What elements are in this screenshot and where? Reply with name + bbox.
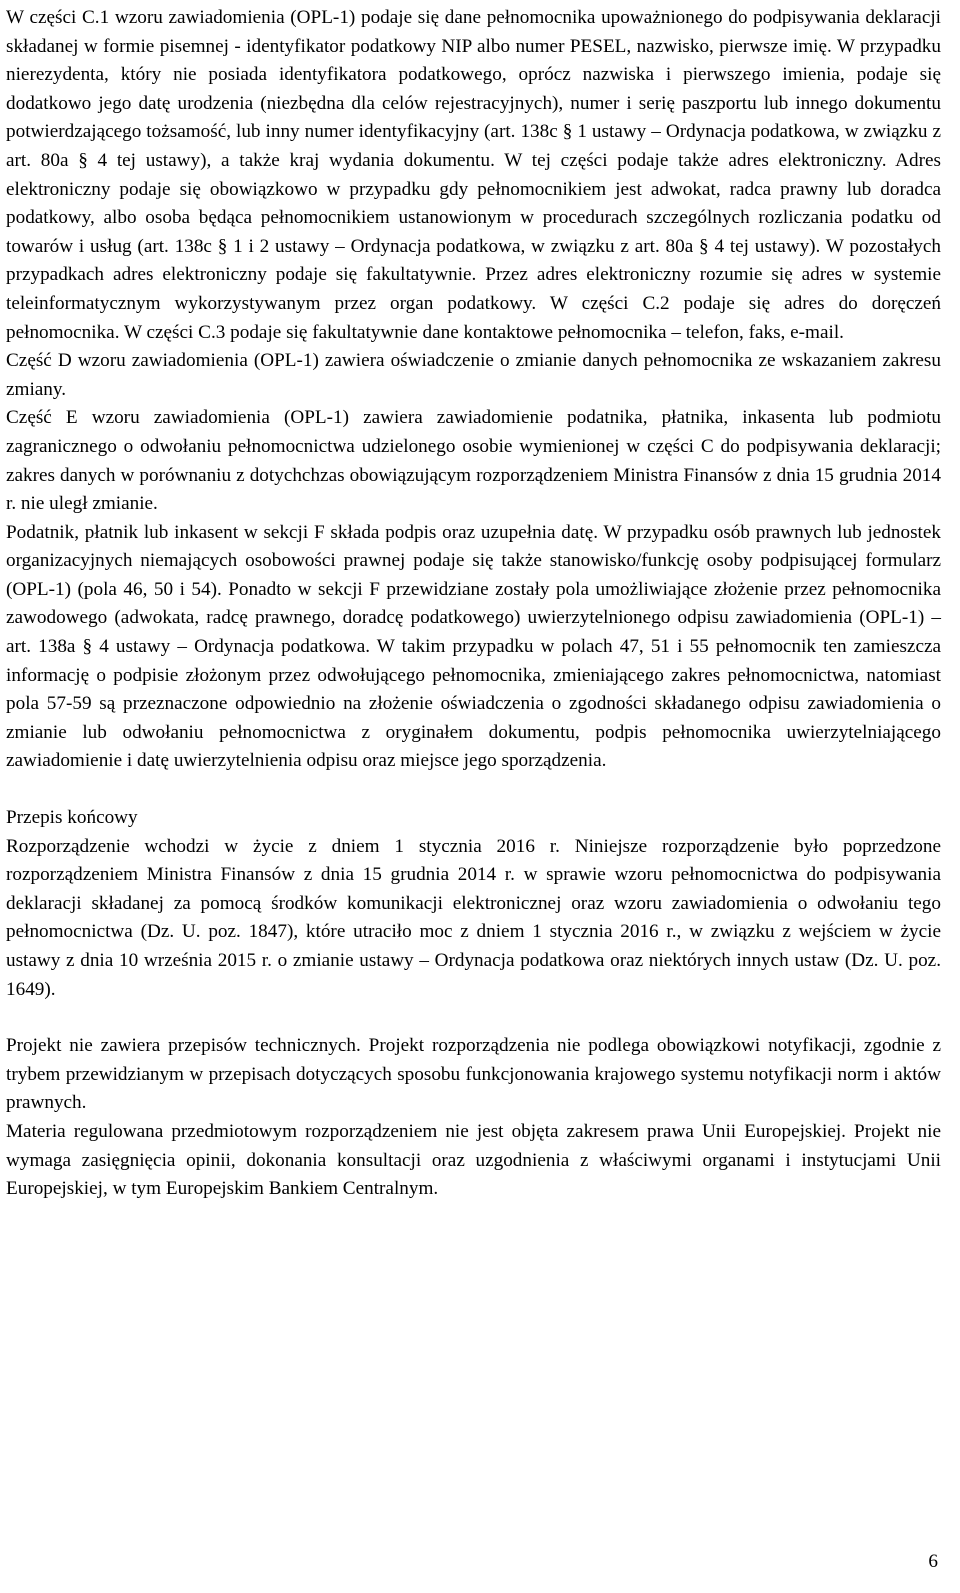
paragraph-spacer bbox=[6, 776, 941, 804]
paragraph-section-f: Podatnik, płatnik lub inkasent w sekcji F składa podpis oraz uzupełnia datę. W przypadku osób prawnych lub jednostek organizacyjnych niemających osobowości prawnej podaje się także stanowisko/funkcję osoby podpisującej formularz (OPL-1) (pola 46, 50 i 54). Ponadto w sekcji F przewidziane zostały pola umożliwiające złożenie przez pełnomocnika zawodowego (adwokata, radcę prawnego, doradcę podatkowego) uwierzytelnionego odpisu zawiadomienia (OPL-1) – art. 138a § 4 ustawy – Ordynacja podatkowa. W takim przypadku w polach 47, 51 i 55 pełnomocnik ten zamieszcza informację o podpisie złożonym przez odwołującego pełnomocnika, zmieniającego zakres pełnomocnictwa, natomiast pola 57-59 są przeznaczone odpowiednio na złożenie oświadczenia o zgodności składanego odpisu zawiadomienia o zmianie lub odwołaniu pełnomocnictwa z oryginałem dokumentu, podpis pełnomocnika uwierzytelniającego zawiadomienie i datę uwierzytelnienia odpisu oraz miejsce jego sporządzenia. bbox=[6, 521, 941, 772]
paragraph-technical-provisions: Projekt nie zawiera przepisów technicznych. Projekt rozporządzenia nie podlega obowiązkowi notyfikacji, zgodnie z trybem przewidzianym w przepisach dotyczących sposobu funkcjonowania krajowego systemu notyfikacji norm i aktów prawnych. bbox=[6, 1035, 941, 1114]
section-heading: Przepis końcowy bbox=[6, 807, 138, 829]
paragraph-eu-law: Materia regulowana przedmiotowym rozporządzeniem nie jest objęta zakresem prawa Unii Europejskiej. Projekt nie wymaga zasięgnięcia opinii, dokonania konsultacji oraz uzgodnienia z właściwymi organami i instytucjami Unii Europejskiej, w tym Europejskim Bankiem Centralnym. bbox=[6, 1120, 941, 1200]
page-number: 6 bbox=[928, 1551, 938, 1572]
paragraph-part-c: W części C.1 wzoru zawiadomienia (OPL-1) podaje się dane pełnomocnika upoważnionego do podpisywania deklaracji składanej w formie pisemnej - identyfikator podatkowy NIP albo numer PESEL, nazwisko, pierwsze imię. W przypadku nierezydenta, który nie posiada identyfikatora podatkowego, oprócz nazwiska i pierwszego imienia, podaje się dodatkowo jego datę urodzenia (niezbędna dla celów rejestracyjnych), numer i serię paszportu lub innego dokumentu potwierdzającego tożsamość, lub inny numer identyfikacyjny (art. 138c § 1 ustawy – Ordynacja podatkowa, w związku z art. 80a § 4 tej ustawy), a także kraj wydania dokumentu. W tej części podaje także adres elektroniczny. Adres elektroniczny podaje się obowiązkowo w przypadku gdy pełnomocnikiem jest adwokat, radca prawny lub doradca podatkowy, albo osoba będąca pełnomocnikiem ustanowionym w procedurach szczególnych rozliczania podatku od towarów i usług (art. 138c § 1 i 2 ustawy – Ordynacja podatkowa, w związku z art. 80a § 4 tej ustawy). W pozostałych przypadkach adres elektroniczny podaje się fakultatywnie. Przez adres elektroniczny rozumie się adres w systemie teleinformatycznym wykorzystywanym przez organ podatkowy. W części C.2 podaje się adres do doręczeń pełnomocnika. W części C.3 podaje się fakultatywnie dane kontaktowe pełnomocnika – telefon, faks, e-mail. bbox=[6, 7, 941, 343]
paragraph-final-provision: Rozporządzenie wchodzi w życie z dniem 1 stycznia 2016 r. Niniejsze rozporządzenie było poprzedzone rozporządzeniem Ministra Finansów z dnia 15 grudnia 2014 r. w sprawie wzoru pełnomocnictwa do podpisywania deklaracji składanej za pomocą środków komunikacji elektronicznej oraz wzoru zawiadomienia o odwołaniu tego pełnomocnictwa (Dz. U. poz. 1847), które utraciło moc z dniem 1 stycznia 2016 r., w związku z wejściem w życie ustawy z dnia 10 września 2015 r. o zmianie ustawy – Ordynacja podatkowa oraz niektórych innych ustaw (Dz. U. poz. 1649). bbox=[6, 835, 941, 1000]
paragraph-part-d: Część D wzoru zawiadomienia (OPL-1) zawiera oświadczenie o zmianie danych pełnomocnika ze wskazaniem zakresu zmiany. bbox=[6, 350, 941, 400]
paragraph-part-e: Część E wzoru zawiadomienia (OPL-1) zawiera zawiadomienie podatnika, płatnika, inkasenta lub podmiotu zagranicznego o odwołaniu pełnomocnictwa udzielonego osobie wymienionej w części C do podpisywania deklaracji; zakres danych w porównaniu z dotychchzas obowiązującym rozporządzeniem Ministra Finansów z dnia 15 grudnia 2014 r. nie uległ zmianie. bbox=[6, 407, 941, 515]
paragraph-spacer bbox=[6, 1004, 941, 1032]
